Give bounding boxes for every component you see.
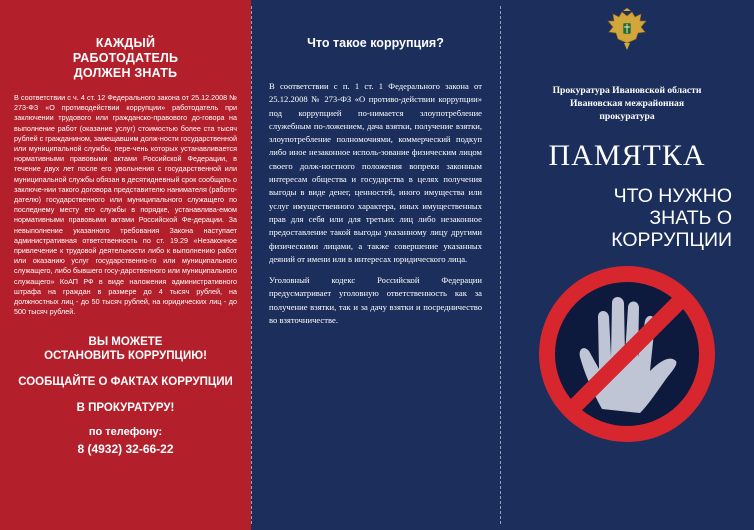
employer-heading-line: РАБОТОДАТЕЛЬ [72,51,179,65]
memo-title: ПАМЯТКА [548,139,706,172]
subtitle-line: ЧТО НУЖНО [613,185,732,207]
callout-line: ВЫ МОЖЕТЕ [88,336,163,349]
employer-heading-line: ДОЛЖЕН ЗНАТЬ [73,66,178,80]
prosecutor-office-name [512,84,742,123]
fold-line [251,6,252,524]
report-facts-line: СООБЩАЙТЕ О ФАКТАХ КОРРУПЦИИ [18,376,233,389]
prohibited-hand-icon [532,259,722,449]
left-panel [0,0,251,530]
phone-number: 8 (4932) 32-66-22 [77,442,174,457]
employer-heading [14,36,237,81]
stop-corruption-callout [14,335,237,363]
subtitle-line: ЗНАТЬ О [649,207,732,229]
employer-duty-text: В соответствии с ч. 4 ст. 12 Федерального закона от 25.12.2008 № 273-ФЗ «О противодействии коррупции» работодатель при заключении трудового или гражданско-правового до-говора на выполнение работ (оказание услуг) стоимостью более ста тысяч рублей с гражданином, замещавшим долж-ности государственной или муниципальной службы, пере-чень которых устанавливается нормативными правовыми актами Российской Федерации, в течение двух лет после его увольнения с государственной или муниципальной службы обязан в десятидневный срок сообщать о заключе-нии такого договора представителю нанимателя (работо-дателю) государственного или муниципального служащего по последнему месту его службы в порядке, устанавлива-емом нормативными правовыми актами Российской Фе-дерации. За невыполнение указанного требования Закона наступает административная ответственность по ст. 19.29 «Незаконное привлечение к трудовой деятельности либо к выполнению работ или оказанию услуг государственно-го или муниципального служащего, либо бывшего госу-дарственного или муниципального служащего» КоАП РФ в виде наложения административного штрафа на граждан в размере до 4 тысяч рублей, на должностных лиц - до 50 тысяч рублей, на юридических лиц - до 500 тысяч рублей. [14,93,237,317]
what-to-know-subtitle [512,185,742,251]
criminal-code-text: Уголовный кодекс Российской Федерации предусматривает уголовную ответственность как за получение взятки, так и за дачу взятки и посредничество во взяточничестве. [269,275,482,326]
corruption-definition-text: В соответствии с п. 1 ст. 1 Федерального закона от 25.12.2008 № 273-ФЗ «О противо-действии коррупции» под коррупцией по-нимается злоупотребление служебным по-ложением, дача взятки, получение взятки, злоупотребление полномочиями, коммерческий подкуп либо иное незаконное исполь-зование физическим лицом своего долж-ностного положения вопреки законным интересам общества и государства в целях получения выгоды в виде денег, ценностей, иного имущества или услуг имущественного характера, иных имущественных прав для себя или для третьих лиц либо незаконное предоставление такой выгоды указанному лицу другими физическими лицами, а также совершение указанных деяний от имени или в интересах юридического лица. [269,81,482,264]
employer-heading-line: КАЖДЫЙ [95,36,156,50]
double-headed-eagle-emblem-icon [604,8,650,54]
org-line: прокуратура [599,111,655,122]
phone-label: по телефону: [88,426,163,439]
to-prosecutor-line: В ПРОКУРАТУРУ! [76,402,175,415]
fold-line [500,6,501,524]
org-line: Ивановская межрайонная [569,98,685,109]
what-is-corruption-heading: Что такое коррупция? [307,36,444,50]
callout-line: ОСТАНОВИТЬ КОРРУПЦИЮ! [44,350,207,363]
subtitle-line: КОРРУПЦИИ [611,229,732,251]
middle-panel [251,0,500,530]
right-panel [500,0,754,530]
org-line: Прокуратура Ивановской области [552,85,702,96]
